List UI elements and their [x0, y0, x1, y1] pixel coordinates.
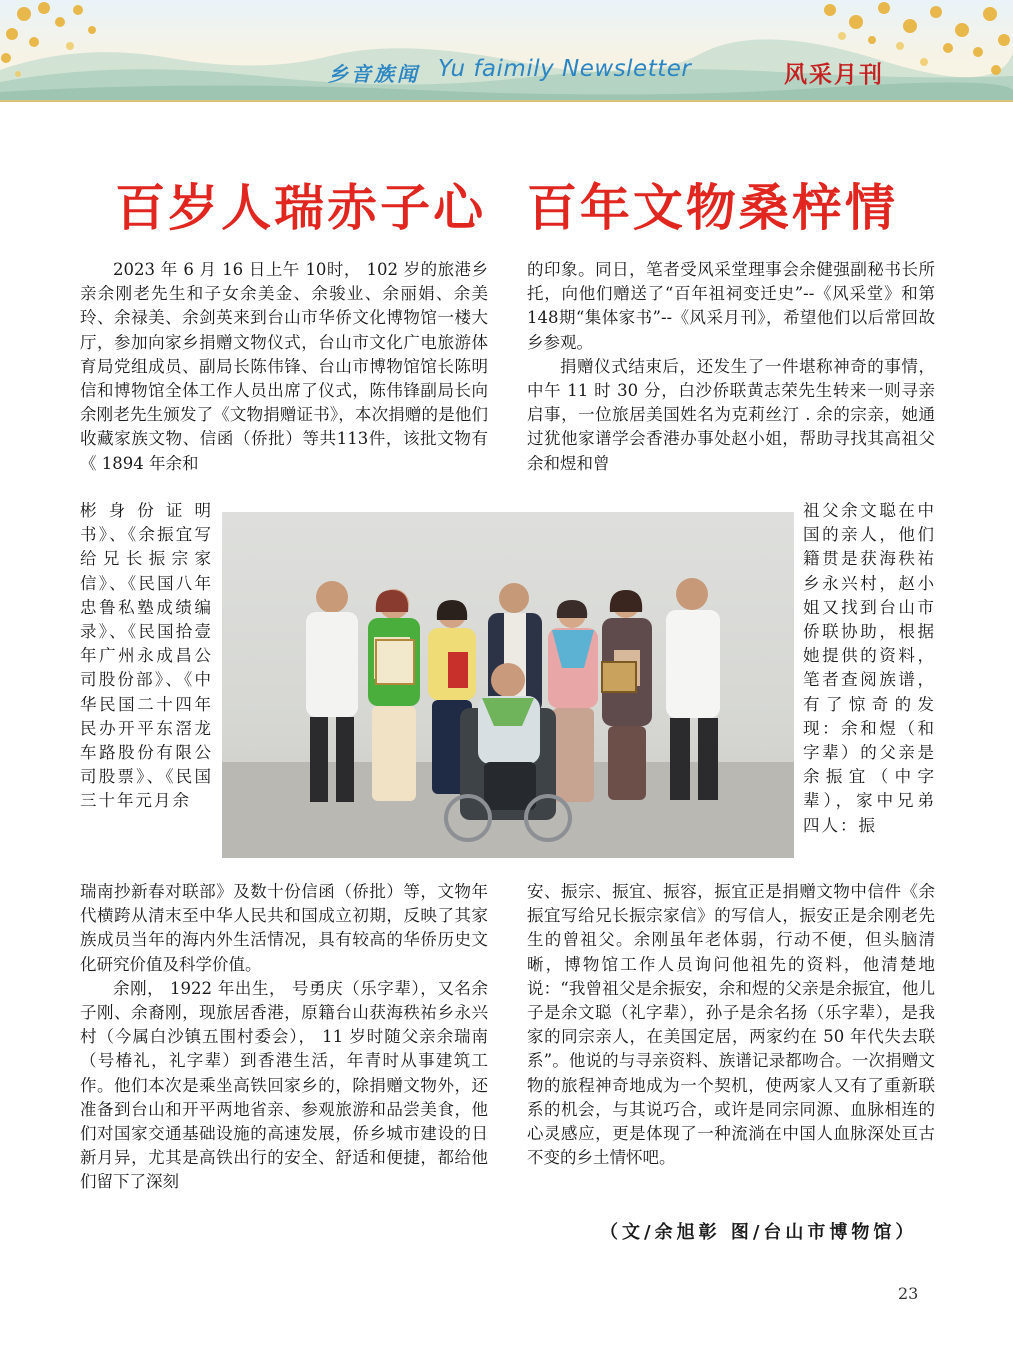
right-column-top — [527, 258, 935, 476]
paragraph: 余刚， 1922 年出生， 号勇庆（乐字辈），又名余子刚、余裔刚，现旅居香港，原籍台山获海秩祐乡永兴村（今属白沙镇五围村委会）， 11 岁时随父亲余瑞南（号椿礼，礼字辈）到香港生活，年青时从事建筑工作。他们本次是乘坐高铁回家乡的，除捐赠文物外，还准备到台山和开平两地省亲、参观旅游和品尝美食，他们对国家交通基础设施的高速发展，侨乡城市建设的日新月异，尤其是高铁出行的安全、舒适和便捷，都给他们留下了深刻 — [80, 978, 488, 1192]
left-column-top — [80, 258, 488, 476]
article-credit: （文/余旭彰 图/台山市博物馆） — [600, 1222, 918, 1243]
left-column-wrap — [80, 499, 213, 814]
group-photo-illustration — [222, 512, 794, 858]
issue-label: 风采月刊 — [784, 62, 884, 88]
paragraph: 祖父余文聪在中国的亲人，他们籍贯是获海秩祐乡永兴村，赵小姐又找到台山市侨联协助，根据她提供的资料，笔者查阅族谱，有了惊奇的发现：余和煜（和字辈）的父亲是余振宜（中字辈），家中兄弟四人：振 — [803, 501, 936, 835]
paragraph: 2023 年 6 月 16 日上午 10时， 102 岁的旅港乡亲余刚老先生和子女余美金、余骏业、余丽娟、余美玲、余禄美、余剑英来到台山市华侨文化博物馆一楼大厅，参加向家乡捐赠文物仪式，台山市文化广电旅游体育局党组成员、副局长陈伟锋、台山市博物馆馆长陈明信和博物馆全体工作人员出席了仪式，陈伟锋副局长向余刚老先生颁发了《文物捐赠证书》，本次捐赠的是他们收藏家族文物、信函（侨批）等共113件，该批文物有《 1894 年余和 — [80, 260, 488, 473]
left-column-bottom — [80, 880, 488, 1195]
paragraph: 彬身份证明书》、《余振宜写给兄长振宗家信》、《民国八年忠鲁私塾成绩编录》、《民国拾壹年广州永成昌公司股份部》、《中华民国二十四年民办开平东滘龙车路股份有限公司股票》、《民国三十年元月余 — [80, 501, 213, 811]
right-column-wrap — [803, 499, 936, 838]
header-divider — [0, 100, 1013, 102]
paragraph: 瑞南抄新春对联部》及数十份信函（侨批）等，文物年代横跨从清末至中华人民共和国成立初期，反映了其家族成员当年的海内外生活情况，具有较高的华侨历史文化研究价值及科学价值。 — [80, 882, 488, 974]
brand-english: Yu faimily Newsletter — [438, 56, 692, 82]
paragraph: 捐赠仪式结束后，还发生了一件堪称神奇的事情，中午 11 时 30 分，白沙侨联黄志荣先生转来一则寻亲启事，一位旅居美国姓名为克莉丝汀 . 余的宗亲，她通过犹他家谱学会香港办事处赵小姐，帮助寻找其高祖父余和煜和曾 — [527, 356, 935, 473]
person-figure — [368, 589, 420, 801]
person-figure — [602, 590, 652, 800]
header-banner — [0, 0, 1013, 100]
brand-chinese: 乡音族闻 — [328, 62, 420, 86]
right-column-bottom — [527, 880, 935, 1170]
group-photo — [222, 512, 794, 858]
page-number: 23 — [898, 1284, 919, 1303]
paragraph: 安、振宗、振宜、振容，振宜正是捐赠文物中信件《余振宜写给兄长振宗家信》的写信人，振安正是余刚老先生的曾祖父。余刚虽年老体弱，行动不便，但头脑清晰，博物馆工作人员询问他祖先的资料，他清楚地说：“我曾祖父是余振安，余和煜的父亲是余振宜，他儿子是余文聪（礼字辈），孙子是余名扬（乐字辈），是我家的同宗亲人，在美国定居，两家约在 50 年代失去联系”。他说的与寻亲资料、族谱记录都吻合。一次捐赠文物的旅程神奇地成为一个契机，使两家人又有了重新联系的机会，与其说巧合，或许是同宗同源、血脉相连的心灵感应，更是体现了一种流淌在中国人血脉深处亘古不变的乡土情怀吧。 — [527, 882, 935, 1168]
paragraph: 的印象。同日，笔者受风采堂理事会余健强副秘书长所托，向他们赠送了“百年祖祠变迁史”--《风采堂》和第148期“集体家书”--《风采月刊》，希望他们以后常回故乡参观。 — [527, 260, 935, 352]
article-title: 百岁人瑞赤子心 百年文物桑梓情 — [115, 179, 898, 237]
